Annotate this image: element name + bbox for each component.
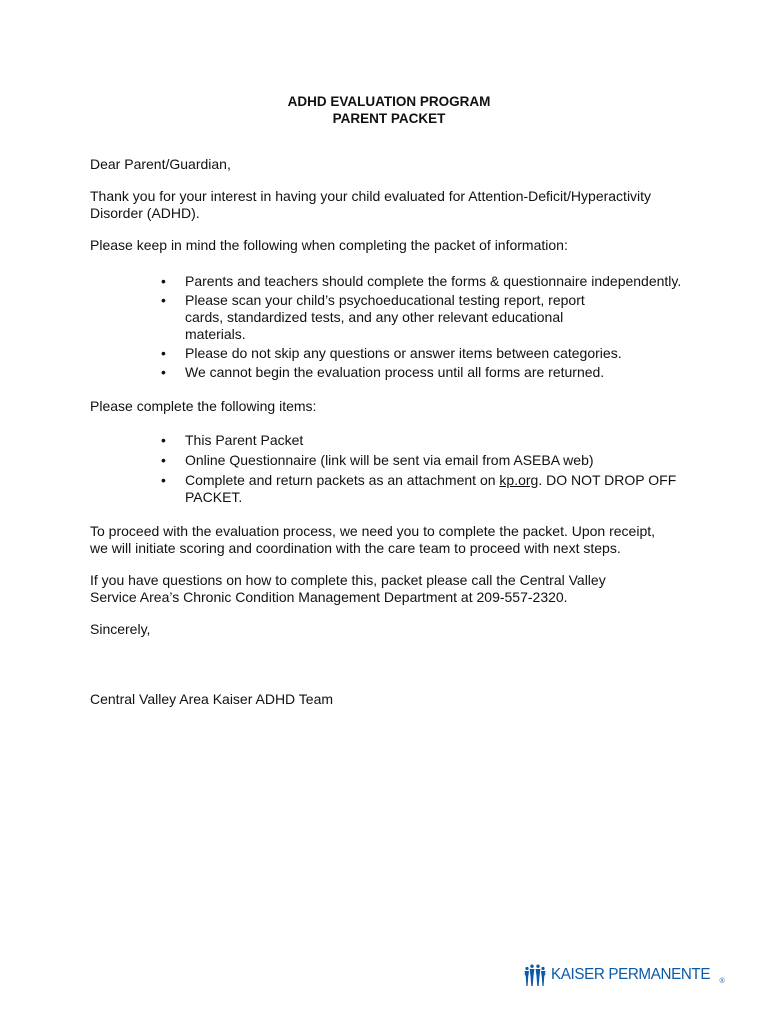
kaiser-permanente-people-icon bbox=[523, 963, 547, 987]
registered-mark: ® bbox=[719, 978, 725, 985]
document-title-line2: PARENT PACKET bbox=[332, 111, 446, 126]
complete-items-heading: Please complete the following items: bbox=[90, 398, 317, 414]
required-item: • This Parent Packet bbox=[160, 432, 685, 449]
required-item-text: Complete and return packets as an attachment on bbox=[185, 472, 500, 488]
kp-org-link[interactable]: kp.org bbox=[499, 472, 539, 488]
guideline-item: • Please do not skip any questions or answer items between categories. bbox=[160, 345, 681, 362]
signature: Central Valley Area Kaiser ADHD Team bbox=[90, 691, 334, 707]
document-title-line1: ADHD EVALUATION PROGRAM bbox=[287, 94, 491, 109]
required-item-text: . DO NOT DROP OFF PACKET. bbox=[185, 472, 677, 505]
guideline-item: • Parents and teachers should complete the forms & questionnaire independently. bbox=[160, 273, 681, 290]
keep-in-mind-paragraph: Please keep in mind the following when completing the packet of information: bbox=[90, 237, 568, 253]
required-items-list bbox=[160, 432, 685, 509]
guideline-item: • We cannot begin the evaluation process until all forms are returned. bbox=[160, 364, 681, 381]
guideline-item: • Please scan your child’s psychoeducational testing report, report cards, standardized tests, and any other relevant educational materials. bbox=[160, 292, 585, 343]
salutation: Dear Parent/Guardian, bbox=[90, 156, 231, 172]
required-item: • Online Questionnaire (link will be sent via email from ASEBA web) bbox=[160, 452, 685, 469]
intro-paragraph: Thank you for your interest in having your child evaluated for Attention-Deficit/Hyperactivity Disorder (ADHD). bbox=[90, 188, 652, 221]
logo-wordmark: KAISER PERMANENTE bbox=[551, 966, 711, 983]
required-item bbox=[160, 472, 685, 506]
guidelines-list bbox=[160, 273, 681, 383]
questions-paragraph: If you have questions on how to complete this, packet please call the Central Valley Service Area’s Chronic Condition Management Department at 209-557-2320. bbox=[90, 572, 606, 605]
closing: Sincerely, bbox=[90, 621, 151, 637]
proceed-paragraph: To proceed with the evaluation process, we need you to complete the packet. Upon receipt, we will initiate scoring and coordination with the care team to proceed with next steps. bbox=[90, 523, 656, 556]
kaiser-permanente-logo bbox=[523, 962, 725, 988]
